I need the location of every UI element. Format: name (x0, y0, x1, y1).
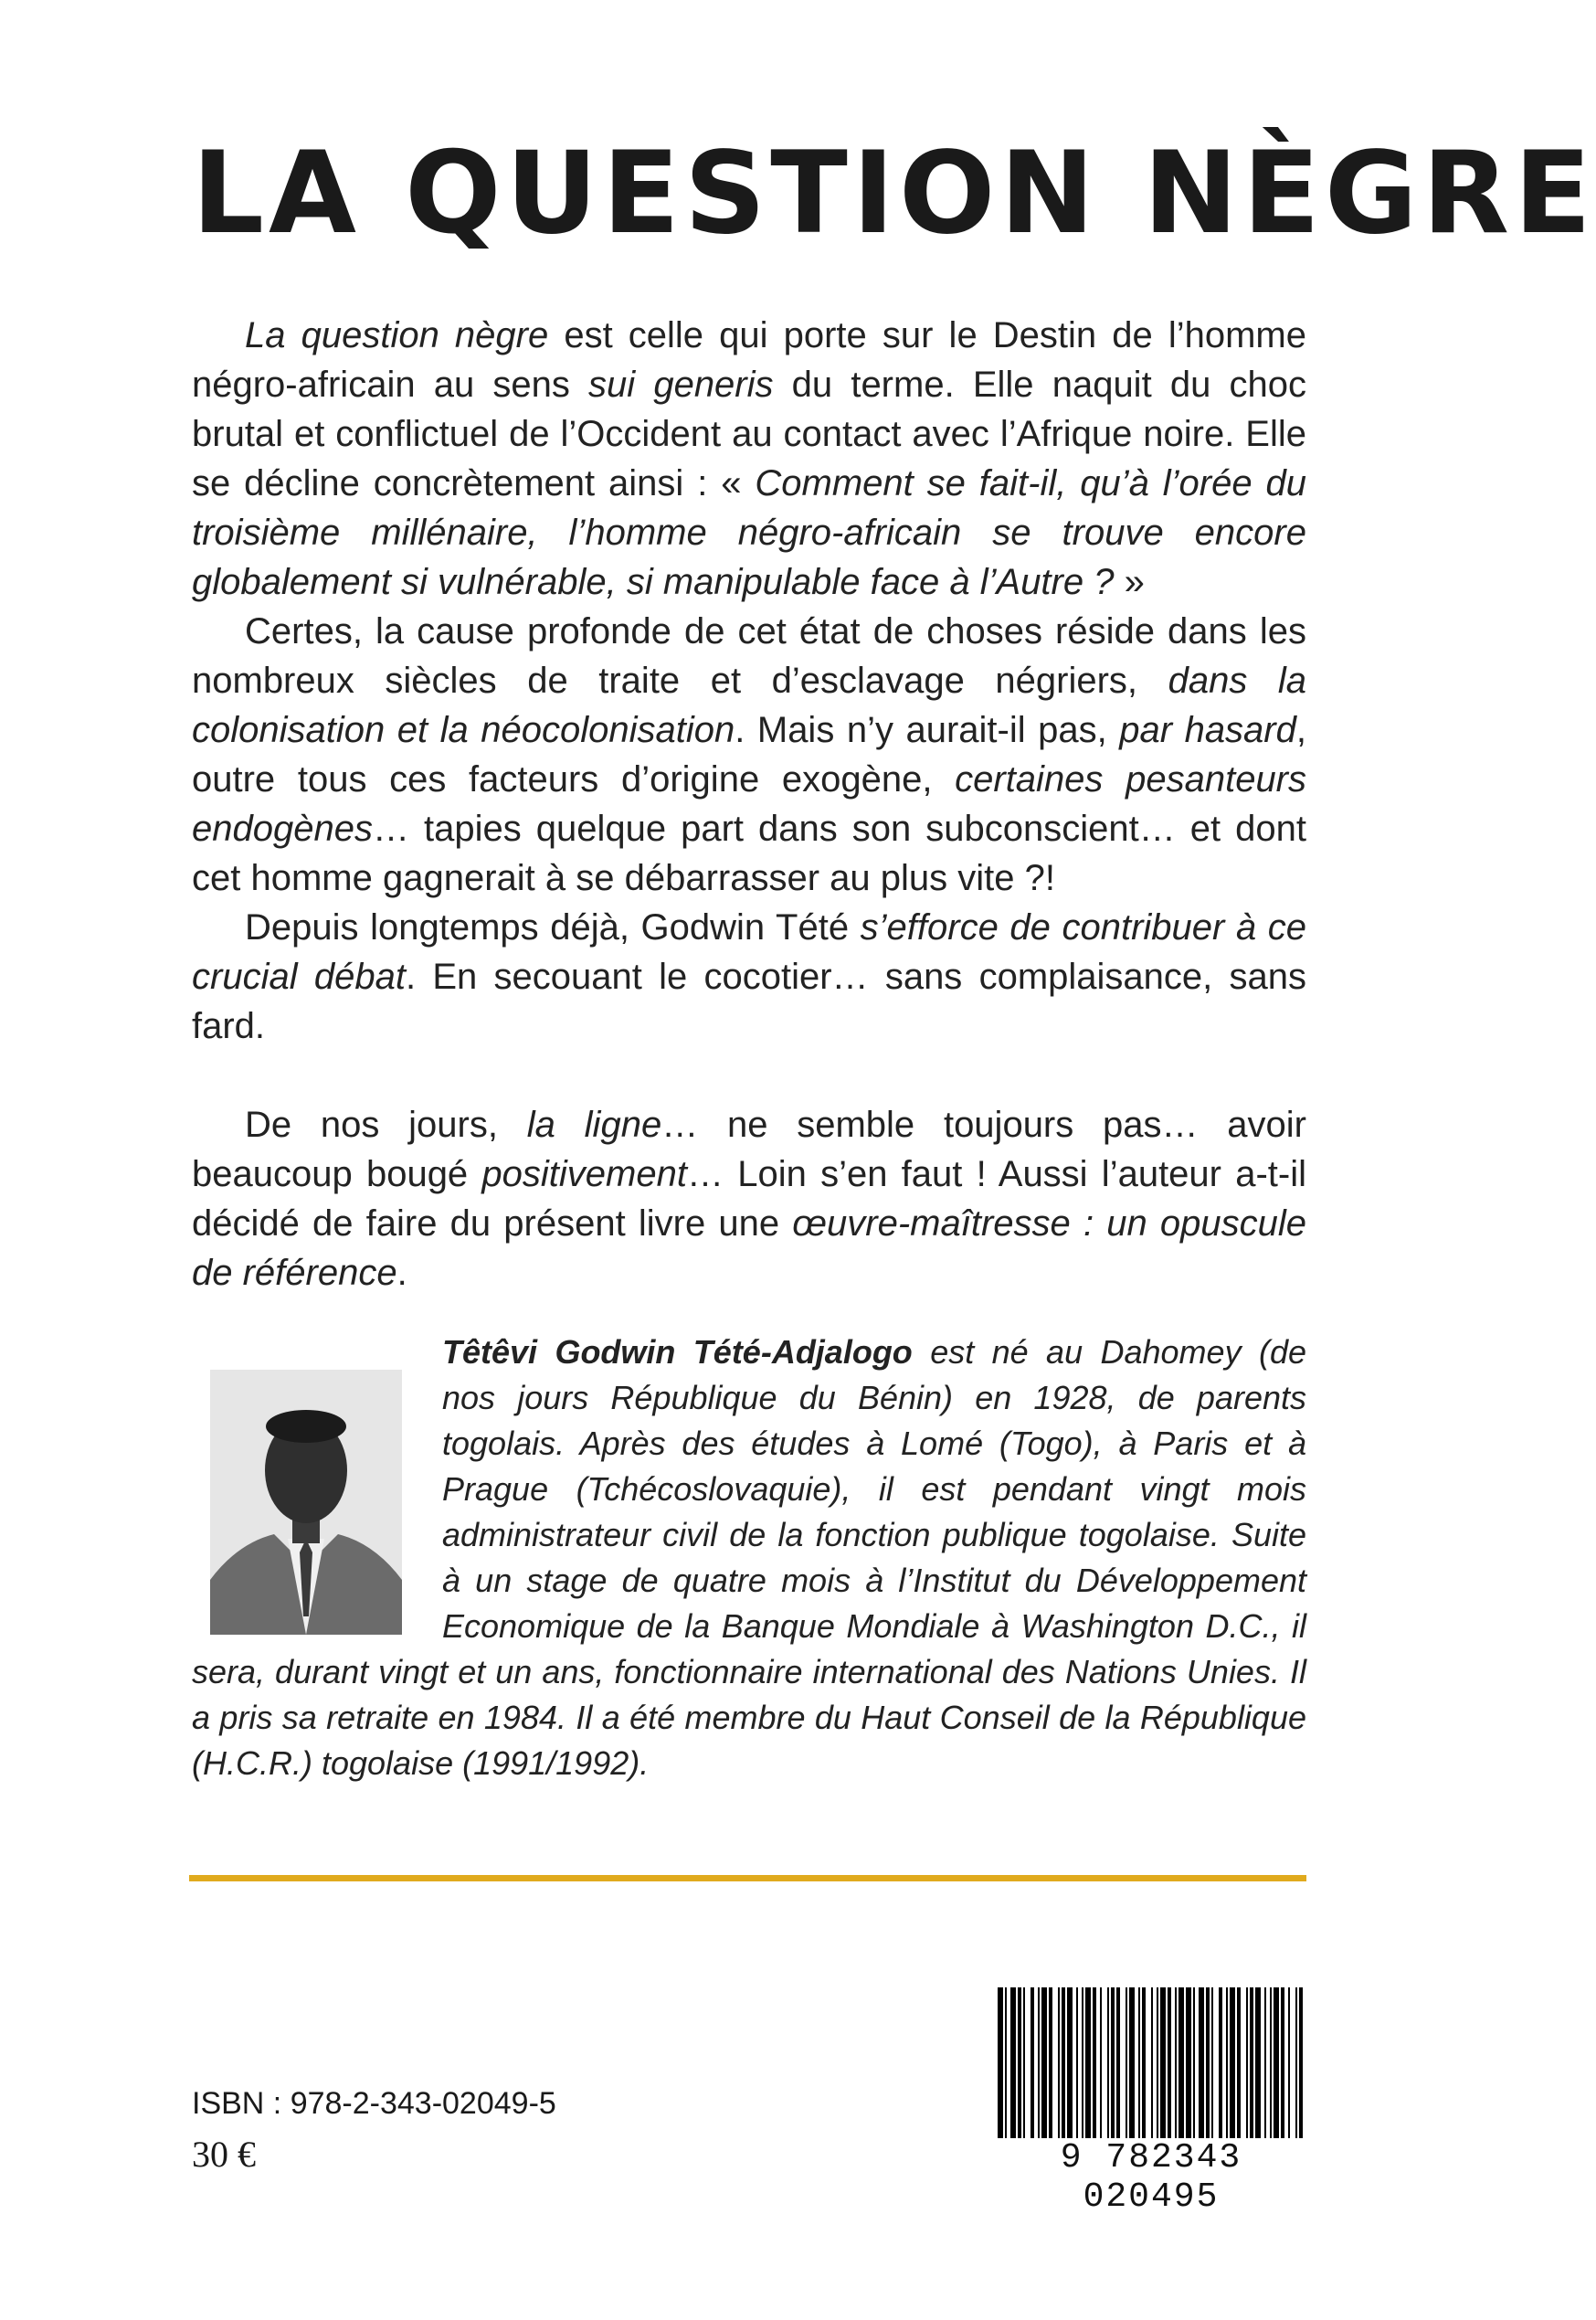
blurb-italic: certaines pesanteurs endogènes (192, 759, 1307, 849)
blurb-paragraph-1 (192, 311, 1306, 607)
author-photo (210, 1370, 402, 1635)
isbn: ISBN : 978-2-343-02049-5 (192, 2086, 556, 2121)
blurb-paragraph-2 (192, 607, 1306, 903)
blurb-italic: La question nègre (245, 315, 549, 355)
blurb-text: du terme. Elle naquit du choc brutal et conflictuel de l’Occident au contact avec l’Afrique noire. Elle se décline concrètement ainsi : « (192, 365, 1306, 503)
blurb-text: … Loin s’en faut ! Aussi l’auteur a-t-il décidé de faire du présent livre une (192, 1154, 1306, 1244)
blurb-text: De nos jours, (245, 1105, 527, 1145)
blurb-text: Certes, la cause profonde de cet état de choses réside dans les nombreux siècles de traite et d’esclavage négriers, (192, 611, 1306, 701)
blurb-italic: par hasard (1119, 710, 1296, 750)
gold-divider (189, 1875, 1306, 1881)
price: 30 € (192, 2134, 256, 2175)
blurb-italic: positivement (481, 1154, 687, 1194)
blurb-paragraph-4 (192, 1100, 1306, 1298)
blurb-text: … tapies quelque part dans son subconscient… et dont cet homme gagnerait à se débarrasser au plus vite ?! (192, 809, 1306, 898)
blurb-text: » (1114, 562, 1145, 602)
blurb-italic: œuvre-maîtresse : un opuscule de référence (192, 1203, 1306, 1293)
book-title: LA QUESTION NÈGRE (192, 128, 1596, 260)
blurb-italic: dans la colonisation et la néocolonisation (192, 661, 1306, 750)
author-bio (192, 1329, 1306, 1786)
blurb-italic: s’efforce de contribuer à ce crucial débat (192, 907, 1307, 997)
blurb (192, 311, 1306, 1298)
blurb-italic: Comment se fait-il, qu’à l’orée du troisième millénaire, l’homme négro-africain se trouve encore globalement si vulnérable, si manipulable face à l’Autre ? (192, 463, 1306, 602)
blurb-italic: la ligne (526, 1105, 662, 1145)
blurb-text: . (396, 1253, 407, 1293)
blurb-text: … ne semble toujours pas… avoir beaucoup bougé (192, 1105, 1306, 1194)
author-bio-body: est né au Dahomey (de nos jours République du Bénin) en 1928, de parents togolais. Après des études à Lomé (Togo), à Paris et à Prague (Tchécoslovaquie), il est pendant vingt mois administrateur civil de la fonction publique togolaise. Suite à un stage de quatre mois à l’Institut du Développement Economique de la Banque Mondiale à Washington D.C., il sera, durant vingt et un ans, fonctionnaire international des Nations Unies. Il a pris sa retraite en 1984. Il a été membre du Haut Conseil de la République (H.C.R.) togolaise (1991/1992). (192, 1333, 1306, 1782)
blurb-italic: sui generis (588, 365, 774, 405)
author-name: Têtêvi Godwin Tété-Adjalogo (442, 1333, 913, 1371)
blurb-text: . Mais n’y aurait-il pas, (735, 710, 1120, 750)
barcode-number: 9 782343 020495 (996, 2138, 1306, 2217)
blurb-text: . En secouant le cocotier… sans complaisance, sans fard. (192, 957, 1306, 1046)
blurb-text: , outre tous ces facteurs d’origine exogène, (192, 710, 1306, 800)
blurb-text: Depuis longtemps déjà, Godwin Tété (245, 907, 861, 948)
blurb-text: est celle qui porte sur le Destin de l’homme négro-africain au sens (192, 315, 1306, 405)
blurb-paragraph-3 (192, 903, 1306, 1051)
